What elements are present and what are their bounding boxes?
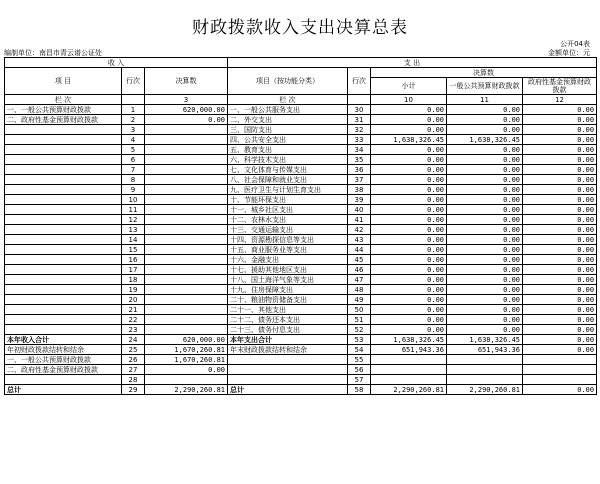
expense-line-cell: 51 xyxy=(348,315,371,325)
table-row xyxy=(5,275,597,285)
income-line-cell: 27 xyxy=(122,365,145,375)
expense-gov-fund-cell: 0.00 xyxy=(523,215,597,225)
expense-general-cell: 0.00 xyxy=(447,275,523,285)
income-amount-cell xyxy=(145,175,228,185)
income-line-cell: 17 xyxy=(122,265,145,275)
table-row xyxy=(5,165,597,175)
income-line-cell: 2 xyxy=(122,115,145,125)
expense-gov-fund-cell: 0.00 xyxy=(523,245,597,255)
amount-header: 决算数 xyxy=(145,68,228,95)
income-line-cell: 3 xyxy=(122,125,145,135)
expense-general-cell: 0.00 xyxy=(447,115,523,125)
income-line-cell: 11 xyxy=(122,205,145,215)
income-item-cell xyxy=(5,275,122,285)
expense-item-cell xyxy=(228,355,348,365)
income-header: 收 入 xyxy=(5,58,228,68)
subtotal-header: 小计 xyxy=(371,78,447,95)
income-item-cell xyxy=(5,315,122,325)
expense-subtotal-cell: 0.00 xyxy=(371,215,447,225)
income-amount-cell xyxy=(145,215,228,225)
expense-gov-fund-cell: 0.00 xyxy=(523,145,597,155)
income-item-cell xyxy=(5,195,122,205)
expense-line-cell: 47 xyxy=(348,275,371,285)
expense-gov-fund-cell: 0.00 xyxy=(523,115,597,125)
income-line-cell: 13 xyxy=(122,225,145,235)
final-group-header: 决算数 xyxy=(371,68,597,78)
expense-subtotal-cell: 1,638,326.45 xyxy=(371,335,447,345)
table-row xyxy=(5,335,597,345)
expense-subtotal-cell xyxy=(371,375,447,385)
expense-item-cell: 二十三、债务付息支出 xyxy=(228,325,348,335)
expense-line-cell: 58 xyxy=(348,385,371,395)
expense-subtotal-cell xyxy=(371,365,447,375)
income-amount-cell xyxy=(145,255,228,265)
expense-general-cell: 0.00 xyxy=(447,315,523,325)
expense-header: 支 出 xyxy=(228,58,597,68)
expense-gov-fund-cell: 0.00 xyxy=(523,265,597,275)
expense-line-cell: 42 xyxy=(348,225,371,235)
expense-line-cell: 48 xyxy=(348,285,371,295)
table-row xyxy=(5,265,597,275)
income-amount-cell xyxy=(145,135,228,145)
expense-item-cell: 二十二、债务还本支出 xyxy=(228,315,348,325)
income-amount-cell: 620,000.00 xyxy=(145,335,228,345)
expense-gov-fund-cell xyxy=(523,365,597,375)
expense-subtotal-cell: 1,638,326.45 xyxy=(371,135,447,145)
expense-line-cell: 53 xyxy=(348,335,371,345)
currency-unit: 金额单位：元 xyxy=(548,49,590,57)
expense-item-cell: 十八、国土海洋气象等支出 xyxy=(228,275,348,285)
income-item-cell xyxy=(5,265,122,275)
income-line-cell: 19 xyxy=(122,285,145,295)
expense-subtotal-cell: 0.00 xyxy=(371,265,447,275)
expense-subtotal-cell: 651,943.36 xyxy=(371,345,447,355)
expense-general-cell: 0.00 xyxy=(447,265,523,275)
income-amount-cell xyxy=(145,315,228,325)
income-amount-cell xyxy=(145,375,228,385)
expense-gov-fund-cell: 0.00 xyxy=(523,155,597,165)
income-amount-cell xyxy=(145,165,228,175)
expense-subtotal-cell: 0.00 xyxy=(371,165,447,175)
expense-line-cell: 41 xyxy=(348,215,371,225)
income-line-cell: 14 xyxy=(122,235,145,245)
expense-gov-fund-cell: 0.00 xyxy=(523,205,597,215)
budget-table xyxy=(4,57,597,395)
expense-general-cell: 0.00 xyxy=(447,285,523,295)
income-line-cell: 7 xyxy=(122,165,145,175)
income-amount-cell: 620,000.00 xyxy=(145,105,228,115)
expense-subtotal-cell: 0.00 xyxy=(371,185,447,195)
income-line-cell: 1 xyxy=(122,105,145,115)
income-amount-cell xyxy=(145,205,228,215)
expense-gov-fund-cell: 0.00 xyxy=(523,125,597,135)
expense-subtotal-cell: 0.00 xyxy=(371,315,447,325)
income-item-cell xyxy=(5,225,122,235)
expense-general-cell: 1,638,326.45 xyxy=(447,335,523,345)
expense-general-cell: 2,290,260.81 xyxy=(447,385,523,395)
income-line-cell: 28 xyxy=(122,375,145,385)
income-amount-cell xyxy=(145,285,228,295)
column-index-11: 11 xyxy=(447,95,523,105)
table-row xyxy=(5,325,597,335)
expense-subtotal-cell: 0.00 xyxy=(371,285,447,295)
item-header: 项 目 xyxy=(5,68,122,95)
expense-item-cell: 十七、援助其他地区支出 xyxy=(228,265,348,275)
income-amount-cell xyxy=(145,155,228,165)
expense-gov-fund-cell: 0.00 xyxy=(523,185,597,195)
expense-general-cell: 1,638,326.45 xyxy=(447,135,523,145)
table-row xyxy=(5,195,597,205)
expense-gov-fund-cell: 0.00 xyxy=(523,225,597,235)
expense-subtotal-cell: 0.00 xyxy=(371,105,447,115)
expense-line-cell: 50 xyxy=(348,305,371,315)
expense-line-cell: 35 xyxy=(348,155,371,165)
expense-gov-fund-cell: 0.00 xyxy=(523,195,597,205)
expense-subtotal-cell: 2,290,260.81 xyxy=(371,385,447,395)
income-amount-cell xyxy=(145,245,228,255)
expense-line-cell: 57 xyxy=(348,375,371,385)
line-no-header: 行次 xyxy=(122,68,145,95)
column-index-blank-right xyxy=(348,95,371,105)
income-amount-cell xyxy=(145,235,228,245)
expense-line-cell: 31 xyxy=(348,115,371,125)
expense-subtotal-cell xyxy=(371,355,447,365)
expense-gov-fund-cell: 0.00 xyxy=(523,285,597,295)
expense-item-cell: 三、国防支出 xyxy=(228,125,348,135)
income-item-cell xyxy=(5,255,122,265)
income-item-cell: 本年收入合计 xyxy=(5,335,122,345)
income-amount-cell: 1,670,260.81 xyxy=(145,355,228,365)
expense-line-cell: 33 xyxy=(348,135,371,145)
income-item-cell xyxy=(5,235,122,245)
expense-general-cell: 0.00 xyxy=(447,185,523,195)
expense-gov-fund-cell xyxy=(523,355,597,365)
expense-line-cell: 39 xyxy=(348,195,371,205)
expense-line-cell: 43 xyxy=(348,235,371,245)
expense-subtotal-cell: 0.00 xyxy=(371,145,447,155)
income-line-cell: 22 xyxy=(122,315,145,325)
expense-subtotal-cell: 0.00 xyxy=(371,295,447,305)
expense-item-cell: 十一、城乡社区支出 xyxy=(228,205,348,215)
income-amount-cell xyxy=(145,275,228,285)
expense-general-cell: 0.00 xyxy=(447,105,523,115)
income-item-cell xyxy=(5,285,122,295)
expense-line-cell: 38 xyxy=(348,185,371,195)
expense-line-cell: 46 xyxy=(348,265,371,275)
expense-item-cell: 十九、住房保障支出 xyxy=(228,285,348,295)
income-item-cell xyxy=(5,245,122,255)
income-amount-cell: 1,670,260.81 xyxy=(145,345,228,355)
table-body xyxy=(5,105,597,395)
income-line-cell: 8 xyxy=(122,175,145,185)
income-item-cell xyxy=(5,325,122,335)
income-item-cell: 二、政府性基金预算财政拨款 xyxy=(5,365,122,375)
income-amount-cell xyxy=(145,185,228,195)
expense-subtotal-cell: 0.00 xyxy=(371,195,447,205)
expense-gov-fund-cell: 0.00 xyxy=(523,345,597,355)
income-amount-cell: 0.00 xyxy=(145,365,228,375)
expense-subtotal-cell: 0.00 xyxy=(371,115,447,125)
expense-item-cell: 总计 xyxy=(228,385,348,395)
table-row xyxy=(5,215,597,225)
income-item-cell xyxy=(5,155,122,165)
income-amount-cell xyxy=(145,145,228,155)
expense-gov-fund-cell: 0.00 xyxy=(523,165,597,175)
expense-general-cell: 0.00 xyxy=(447,225,523,235)
expense-line-cell: 52 xyxy=(348,325,371,335)
expense-gov-fund-cell: 0.00 xyxy=(523,305,597,315)
table-row xyxy=(5,105,597,115)
page-title: 财政拨款收入支出决算总表 xyxy=(192,18,408,38)
income-line-cell: 10 xyxy=(122,195,145,205)
income-line-cell: 18 xyxy=(122,275,145,285)
expense-general-cell: 651,943.36 xyxy=(447,345,523,355)
income-amount-cell xyxy=(145,295,228,305)
expense-gov-fund-cell: 0.00 xyxy=(523,325,597,335)
income-line-cell: 26 xyxy=(122,355,145,365)
expense-line-cell: 37 xyxy=(348,175,371,185)
income-line-cell: 21 xyxy=(122,305,145,315)
table-row xyxy=(5,175,597,185)
gov-fund-header: 政府性基金预算财政拨款 xyxy=(523,78,597,95)
table-row xyxy=(5,315,597,325)
expense-general-cell: 0.00 xyxy=(447,245,523,255)
table-row xyxy=(5,365,597,375)
expense-gov-fund-cell: 0.00 xyxy=(523,385,597,395)
income-item-cell xyxy=(5,165,122,175)
expense-general-cell: 0.00 xyxy=(447,205,523,215)
income-item-cell: 二、政府性基金预算财政拨款 xyxy=(5,115,122,125)
expense-line-cell: 55 xyxy=(348,355,371,365)
expense-gov-fund-cell xyxy=(523,375,597,385)
expense-item-cell: 八、社会保障和就业支出 xyxy=(228,175,348,185)
expense-item-cell: 年末财政拨款结转和结余 xyxy=(228,345,348,355)
expense-line-cell: 32 xyxy=(348,125,371,135)
table-row xyxy=(5,245,597,255)
expense-line-cell: 30 xyxy=(348,105,371,115)
expense-general-cell: 0.00 xyxy=(447,305,523,315)
expense-item-cell: 七、文化体育与传媒支出 xyxy=(228,165,348,175)
income-line-cell: 15 xyxy=(122,245,145,255)
expense-general-cell: 0.00 xyxy=(447,165,523,175)
expense-item-cell: 十三、交通运输支出 xyxy=(228,225,348,235)
table-row xyxy=(5,115,597,125)
income-item-cell xyxy=(5,295,122,305)
expense-gov-fund-cell: 0.00 xyxy=(523,135,597,145)
table-row xyxy=(5,375,597,385)
expense-subtotal-cell: 0.00 xyxy=(371,175,447,185)
expense-general-cell xyxy=(447,375,523,385)
table-row xyxy=(5,345,597,355)
table-row xyxy=(5,145,597,155)
income-item-cell xyxy=(5,215,122,225)
income-amount-cell xyxy=(145,225,228,235)
income-line-cell: 24 xyxy=(122,335,145,345)
expense-gov-fund-cell: 0.00 xyxy=(523,255,597,265)
column-index-label-right: 栏 次 xyxy=(228,95,348,105)
expense-item-cell: 十五、商业服务业等支出 xyxy=(228,245,348,255)
expense-line-cell: 40 xyxy=(348,205,371,215)
income-amount-cell xyxy=(145,325,228,335)
column-index-label: 栏 次 xyxy=(5,95,122,105)
expense-item-cell xyxy=(228,365,348,375)
expense-item-cell: 本年支出合计 xyxy=(228,335,348,345)
expense-general-cell xyxy=(447,355,523,365)
expense-item-cell: 九、医疗卫生与计划生育支出 xyxy=(228,185,348,195)
column-index-blank xyxy=(122,95,145,105)
expense-item-header: 项目（按功能分类） xyxy=(228,68,348,95)
expense-general-cell: 0.00 xyxy=(447,235,523,245)
expense-item-cell: 二十一、其他支出 xyxy=(228,305,348,315)
table-row xyxy=(5,135,597,145)
expense-gov-fund-cell: 0.00 xyxy=(523,235,597,245)
income-amount-cell: 0.00 xyxy=(145,115,228,125)
expense-line-header: 行次 xyxy=(348,68,371,95)
income-item-cell: 一、一般公共预算财政拨款 xyxy=(5,355,122,365)
expense-general-cell: 0.00 xyxy=(447,125,523,135)
form-code: 公开04表 xyxy=(560,40,590,48)
expense-gov-fund-cell: 0.00 xyxy=(523,275,597,285)
expense-gov-fund-cell: 0.00 xyxy=(523,335,597,345)
expense-subtotal-cell: 0.00 xyxy=(371,155,447,165)
income-line-cell: 29 xyxy=(122,385,145,395)
income-item-cell: 总计 xyxy=(5,385,122,395)
income-line-cell: 4 xyxy=(122,135,145,145)
expense-gov-fund-cell: 0.00 xyxy=(523,295,597,305)
expense-subtotal-cell: 0.00 xyxy=(371,245,447,255)
income-line-cell: 25 xyxy=(122,345,145,355)
expense-subtotal-cell: 0.00 xyxy=(371,235,447,245)
income-item-cell xyxy=(5,125,122,135)
income-line-cell: 20 xyxy=(122,295,145,305)
expense-gov-fund-cell: 0.00 xyxy=(523,315,597,325)
table-row xyxy=(5,185,597,195)
expense-item-cell: 四、公共安全支出 xyxy=(228,135,348,145)
expense-line-cell: 45 xyxy=(348,255,371,265)
table-row xyxy=(5,225,597,235)
expense-general-cell: 0.00 xyxy=(447,215,523,225)
expense-subtotal-cell: 0.00 xyxy=(371,125,447,135)
expense-item-cell: 十二、农林水支出 xyxy=(228,215,348,225)
expense-subtotal-cell: 0.00 xyxy=(371,305,447,315)
income-line-cell: 5 xyxy=(122,145,145,155)
table-row xyxy=(5,295,597,305)
income-item-cell xyxy=(5,175,122,185)
expense-item-cell: 十、节能环保支出 xyxy=(228,195,348,205)
table-row xyxy=(5,355,597,365)
expense-item-cell: 十四、资源勘探信息等支出 xyxy=(228,235,348,245)
expense-line-cell: 49 xyxy=(348,295,371,305)
expense-item-cell: 二、外交支出 xyxy=(228,115,348,125)
table-row xyxy=(5,125,597,135)
income-amount-cell xyxy=(145,305,228,315)
expense-subtotal-cell: 0.00 xyxy=(371,275,447,285)
income-amount-cell: 2,290,260.81 xyxy=(145,385,228,395)
table-row xyxy=(5,285,597,295)
expense-item-cell: 十六、金融支出 xyxy=(228,255,348,265)
expense-general-cell: 0.00 xyxy=(447,175,523,185)
expense-general-cell: 0.00 xyxy=(447,325,523,335)
table-row xyxy=(5,305,597,315)
reporting-unit: 编制单位：南昌市青云谱公证处 xyxy=(4,49,102,57)
expense-subtotal-cell: 0.00 xyxy=(371,205,447,215)
table-row xyxy=(5,205,597,215)
table-row xyxy=(5,255,597,265)
column-index-3: 3 xyxy=(145,95,228,105)
expense-general-cell: 0.00 xyxy=(447,155,523,165)
expense-general-cell: 0.00 xyxy=(447,255,523,265)
income-item-cell: 一、一般公共预算财政拨款 xyxy=(5,105,122,115)
income-item-cell xyxy=(5,145,122,155)
expense-line-cell: 56 xyxy=(348,365,371,375)
expense-item-cell: 二十、粮油物资储备支出 xyxy=(228,295,348,305)
expense-subtotal-cell: 0.00 xyxy=(371,255,447,265)
expense-general-cell xyxy=(447,365,523,375)
income-item-cell: 年初财政拨款结转和结余 xyxy=(5,345,122,355)
expense-line-cell: 44 xyxy=(348,245,371,255)
general-budget-header: 一般公共预算财政拨款 xyxy=(447,78,523,95)
expense-subtotal-cell: 0.00 xyxy=(371,225,447,235)
expense-item-cell xyxy=(228,375,348,385)
column-index-10: 10 xyxy=(371,95,447,105)
expense-subtotal-cell: 0.00 xyxy=(371,325,447,335)
income-line-cell: 16 xyxy=(122,255,145,265)
income-item-cell xyxy=(5,205,122,215)
expense-gov-fund-cell: 0.00 xyxy=(523,105,597,115)
expense-item-cell: 一、一般公共服务支出 xyxy=(228,105,348,115)
income-line-cell: 6 xyxy=(122,155,145,165)
expense-item-cell: 五、教育支出 xyxy=(228,145,348,155)
expense-item-cell: 六、科学技术支出 xyxy=(228,155,348,165)
expense-line-cell: 34 xyxy=(348,145,371,155)
table-row xyxy=(5,155,597,165)
expense-line-cell: 54 xyxy=(348,345,371,355)
expense-general-cell: 0.00 xyxy=(447,295,523,305)
column-index-12: 12 xyxy=(523,95,597,105)
income-amount-cell xyxy=(145,195,228,205)
income-item-cell xyxy=(5,185,122,195)
income-item-cell xyxy=(5,135,122,145)
expense-general-cell: 0.00 xyxy=(447,145,523,155)
expense-general-cell: 0.00 xyxy=(447,195,523,205)
table-row xyxy=(5,235,597,245)
expense-line-cell: 36 xyxy=(348,165,371,175)
expense-gov-fund-cell: 0.00 xyxy=(523,175,597,185)
income-amount-cell xyxy=(145,265,228,275)
income-line-cell: 12 xyxy=(122,215,145,225)
income-amount-cell xyxy=(145,125,228,135)
income-line-cell: 9 xyxy=(122,185,145,195)
income-item-cell xyxy=(5,375,122,385)
income-item-cell xyxy=(5,305,122,315)
table-row xyxy=(5,385,597,395)
income-line-cell: 23 xyxy=(122,325,145,335)
